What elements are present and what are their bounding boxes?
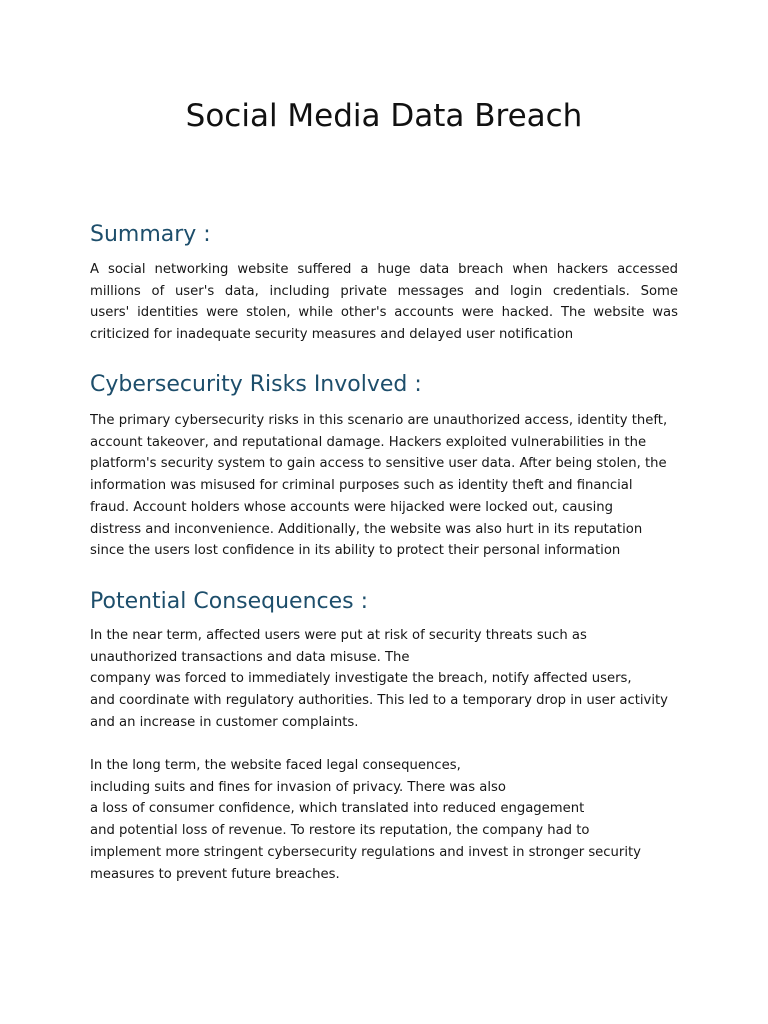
consequences-paragraph-long-term [90, 755, 678, 885]
paragraph-line: fraud. Account holders whose accounts were hijacked were locked out, causing [90, 499, 614, 515]
section-heading-summary: Summary : [90, 222, 211, 247]
paragraph-line: account takeover, and reputational damage. Hackers exploited vulnerabilities in the [90, 434, 647, 450]
consequences-paragraph-near-term [90, 625, 678, 734]
paragraph-line: including suits and fines for invasion of privacy. There was also [90, 779, 506, 795]
paragraph-line: In the near term, affected users were put at risk of security threats such as [90, 628, 587, 643]
page-title: Social Media Data Breach [185, 98, 583, 134]
paragraph-line: millions of user's data, including private messages and login credentials. Some [90, 283, 678, 299]
paragraph-line: implement more stringent cybersecurity regulations and invest in stronger security [90, 844, 641, 860]
paragraph-line: and potential loss of revenue. To restore its reputation, the company had to [90, 823, 590, 839]
paragraph-line: The primary cybersecurity risks in this scenario are unauthorized access, identity theft, [90, 413, 668, 428]
paragraph-line: In the long term, the website faced legal consequences, [90, 758, 461, 773]
paragraph-line: since the users lost confidence in its ability to protect their personal information [90, 543, 621, 559]
section-heading-risks: Cybersecurity Risks Involved : [90, 372, 422, 397]
paragraph-line: unauthorized transactions and data misuse. The [90, 649, 410, 665]
risks-paragraph [90, 410, 678, 562]
paragraph-line: information was misused for criminal purposes such as identity theft and financial [90, 478, 633, 494]
paragraph-line: distress and inconvenience. Additionally, the website was also hurt in its reputation [90, 521, 643, 537]
paragraph-line: a loss of consumer confidence, which translated into reduced engagement [90, 801, 585, 817]
paragraph-line: users' identities were stolen, while other's accounts were hacked. The website was [90, 305, 678, 321]
paragraph-line: company was forced to immediately investigate the breach, notify affected users, [90, 671, 632, 687]
paragraph-line: measures to prevent future breaches. [90, 866, 340, 882]
paragraph-line: platform's security system to gain access to sensitive user data. After being stolen, the [90, 456, 667, 472]
paragraph-line: A social networking website suffered a huge data breach when hackers accessed [90, 262, 678, 277]
paragraph-line: and an increase in customer complaints. [90, 714, 359, 730]
summary-paragraph [90, 259, 678, 346]
section-heading-consequences: Potential Consequences : [90, 589, 369, 614]
paragraph-line: and coordinate with regulatory authorities. This led to a temporary drop in user activity [90, 693, 668, 709]
paragraph-line: criticized for inadequate security measures and delayed user notification [90, 327, 574, 343]
